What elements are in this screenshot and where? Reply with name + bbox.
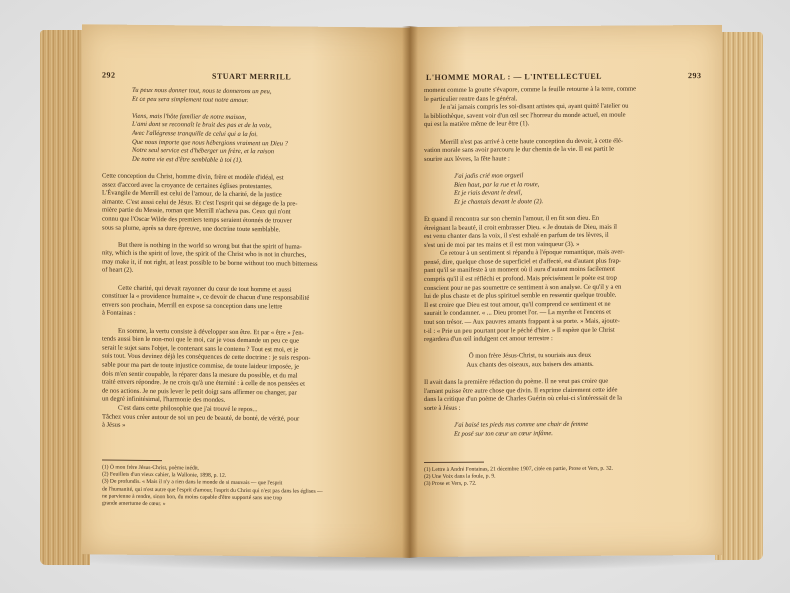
text-line: saurait le condamner. « ... Dieu promet l'or. — La myrrhe et l'encens et: [424, 309, 611, 318]
text-line: Il est croire que Dieu est tout amour, qu'il comprend ce sentiment et ne: [424, 300, 611, 309]
right-page-footnotes: [424, 458, 613, 489]
text-line: De notre vie est d'être semblable à toi (1).: [132, 155, 243, 164]
right-page-body: [424, 86, 636, 440]
text-line: sous sa plume, après sa dure épreuve, une doctrine toute semblable.: [102, 223, 281, 233]
footnote: (1) Ô mon frère Jésus-Christ, poème inédit.: [102, 464, 200, 472]
text-line: C'est dans cette philosophie que j'ai trouvé le repos...: [118, 404, 258, 414]
footnote: (2) Feuillets d'un vieux cahier, la Wallonie, 1898, p. 12.: [102, 471, 227, 479]
footnote: ne parvienne à rendre, sinon bon, du moins capable d'être supporté sans une trop: [102, 493, 283, 502]
footnote-rule: [424, 462, 484, 463]
text-line: aimante. C'est aussi celui de Jésus. Et c'est l'esprit qui se dégage de la pre-: [102, 198, 298, 208]
text-line: connu que l'Oscar Wilde des premiers temps seraient étonnés de trouver: [102, 215, 292, 225]
text-line: assez d'accord avec la croyance de certaines églises protestantes.: [102, 181, 273, 190]
text-line: conscient pour ne pas soumettre ce sentiment à son analyse. Ce qu'il y a en: [424, 283, 622, 292]
text-line: qui est la matière même de leur être (1).: [424, 120, 530, 129]
text-line: le particulier rentre dans le général.: [424, 94, 518, 103]
text-line: Il avait dans la première rédaction du poème. Il ne veut pas croire que: [424, 377, 609, 387]
text-line: l'amant puisse être autre chose que divin. Il exprime clairement cette idée: [424, 386, 618, 395]
text-line: sable pour ma part de toute injustice commise, de toute laideur imposée, je: [102, 361, 300, 371]
text-line: J'ai baisé tes pieds nus comme une chair de femme: [454, 421, 589, 429]
text-line: Et quand il rencontra sur son chemin l'amour, il en fit son dieu. En: [424, 214, 600, 223]
footnote: (1) Lettre à André Fontainas, 21 décembre 1907, citée en partie, Prose et Vers, p. 32.: [424, 465, 613, 473]
text-line: t-il : « Prie un peu pourtant pour le péché d'hier. » Il espère que le Christ: [424, 326, 615, 335]
footnote: (3) De profundis. « Mais il n'y a rien dans le monde de si mauvais — que l'esprit: [102, 478, 283, 487]
footnote: de l'humanité, qui n'est autre que l'esprit d'amour, l'esprit du Christ qui n'est pas dans les églises —: [102, 486, 323, 495]
text-line: la bibliothèque, savent voir d'un œil sec l'horreur du monde actuel, en moule: [424, 111, 626, 120]
text-line: Et je chantais devant le doute (2).: [454, 197, 544, 206]
text-line: Et posé sur ton cœur un cœur infâme.: [454, 429, 553, 438]
text-line: nity, which is the spirit of love, the spirit of the Christ who is not in churches,: [102, 249, 307, 259]
footnote-rule: [102, 459, 162, 461]
text-line: pensé, dire, quelque chose de superficiel et d'affecté, est d'autant plus frap-: [424, 257, 622, 266]
footnote: grande amertume de cœur. »: [102, 500, 166, 508]
text-line: dois m'en sentir coupable, la réparer dans la mesure du possible, et du mal: [102, 370, 298, 380]
text-line: tends aussi bien le non-moi que le moi, car je vous demande un peu ce que: [102, 335, 300, 345]
text-line: regardera d'un œil indulgent cet amour terrestre :: [424, 335, 553, 344]
text-line: But there is nothing in the world so wrong but that the spirit of huma-: [118, 241, 302, 251]
left-page-body: [102, 86, 318, 432]
text-line: suis tout. Vous devinez déjà les conséquences de cette doctrine : je suis respon-: [102, 352, 311, 363]
text-line: Et ce peu sera simplement tout notre amour.: [132, 95, 249, 104]
text-line: de nos actions. Je ne puis lever le petit doigt sans affirmer ou changer, par: [102, 387, 297, 397]
text-line: serait le sujet sans l'objet, le contenant sans le contenu ? Tout est moi, et je: [102, 344, 299, 354]
book-gutter: [402, 26, 418, 558]
text-line: constituer la « providence humaine », ce devoir de chacun d'une responsabilité: [102, 292, 310, 302]
left-page: [82, 24, 410, 557]
text-line: Ô mon frère Jésus-Christ, tu souriais aux deux: [468, 352, 592, 361]
text-line: sorte à Jésus :: [424, 404, 461, 412]
text-line: traité envers répondre. Je ne crois qu'à une éternité : à celle de nos pensées et: [102, 378, 305, 388]
text-line: tout son trésor. — Aux pauvres amants frappant à sa porte. » Mais, ajoute-: [424, 317, 620, 327]
text-line: Cette charité, qui devait rayonner du cœur de tout homme et aussi: [118, 284, 292, 294]
text-line: un degré infinitésimal, l'harmonie des mondes.: [102, 395, 226, 405]
right-page-header: L'HOMME MORAL : — L'INTELLECTUEL: [426, 71, 603, 82]
text-line: vation morale sans avoir parcouru le dur chemin de la vie. Il est partit le: [424, 145, 614, 155]
left-page-number: 292: [102, 70, 116, 80]
text-line: L'Évangile de Merrill est celui de l'amour, de la charité, de la justice: [102, 189, 282, 199]
text-line: of heart (2).: [102, 266, 134, 275]
text-line: J'ai jadis crié mon orgueil: [454, 172, 524, 180]
right-page-edges: [715, 32, 763, 560]
text-line: Que nous importe que nous hébergions vraiment un Dieu ?: [132, 138, 288, 148]
left-page-header: STUART MERRILL: [212, 71, 292, 82]
text-line: s'est uni de moi par tes mains et il est mon vainqueur (3). »: [424, 240, 580, 249]
text-line: Cette conception du Christ, homme divin, frère et modèle d'idéal, est: [102, 172, 284, 182]
text-line: may make it, if not right, at least possible to be borne without too much bitterness: [102, 258, 318, 268]
text-line: Aux chants des oiseaux, aux baisers des amants.: [466, 360, 594, 369]
text-line: à Jésus »: [102, 421, 126, 429]
text-line: Avec l'allégresse tranquille de celui qui a la foi.: [132, 129, 258, 139]
text-line: Et je riais devant le deuil,: [454, 189, 523, 197]
right-page: [410, 25, 722, 557]
text-line: étreignant la beauté, il croit embrasser Dieu. « Je doutais de Dieu, mais il: [424, 223, 617, 232]
text-line: L'ami dont se reconnaît le bruit des pas et de la voix,: [132, 121, 272, 130]
text-line: mière partie du Messie, roman que Merrill n'acheva pas. Ceux qui n'ont: [102, 206, 291, 216]
right-page-number: 293: [688, 71, 702, 81]
text-line: En somme, la vertu consiste à développer son être. Et par « être » j'en-: [118, 327, 304, 337]
text-line: Tu peux nous donner tout, nous te donnerons un peu,: [132, 86, 272, 96]
text-line: est venu chanter dans la voix, il s'est exhalé en parfum de tes lèvres, il: [424, 231, 609, 241]
text-line: lui de plus chaste et de plus spirituel semble en ressentir quelque trouble.: [424, 291, 617, 301]
left-page-footnotes: [102, 456, 323, 510]
text-line: Tâchez vous créer autour de soi un peu de beauté, de bonté, de vérité, pour: [102, 413, 300, 423]
footnote: (2) Une Voix dans la foule, p. 9.: [424, 473, 496, 481]
text-line: Je n'ai jamais compris les soi-disant artistes qui, ayant quitté l'atelier ou: [440, 102, 629, 112]
text-line: envers son prochain, Merrill en expose sa conception dans une lettre: [102, 301, 283, 311]
text-line: Merrill n'est pas arrivé à cette haute conception du devoir, à cette élé-: [440, 137, 624, 146]
text-line: à Fontainas :: [102, 309, 136, 318]
text-line: pant qu'il se manifeste à un moment où il aura d'autant moins facilement: [424, 266, 615, 275]
text-line: Notre seul service est d'héberger un frère, et la raison: [132, 146, 275, 156]
text-line: Bien haut, par la rue et la route,: [454, 180, 540, 189]
text-line: Viens, mais l'hôte familier de notre maison,: [132, 112, 247, 121]
footnote: (3) Prose et Vers, p. 72.: [424, 481, 477, 488]
text-line: compris qu'il il est réfléchi et profond. Mais précisément le poète est trop: [424, 274, 617, 284]
text-line: Ce retour à un sentiment si répandu à l'époque romantique, mais aver-: [440, 248, 625, 258]
text-line: moment comme la goutte s'évapore, comme la feuille retourne à la terre, comme: [424, 85, 637, 94]
text-line: dans la critique d'un poème de Charles Guérin où celui-ci s'intéressait de la: [424, 394, 622, 404]
text-line: sourire aux lèvres, la fête haute :: [424, 155, 510, 163]
